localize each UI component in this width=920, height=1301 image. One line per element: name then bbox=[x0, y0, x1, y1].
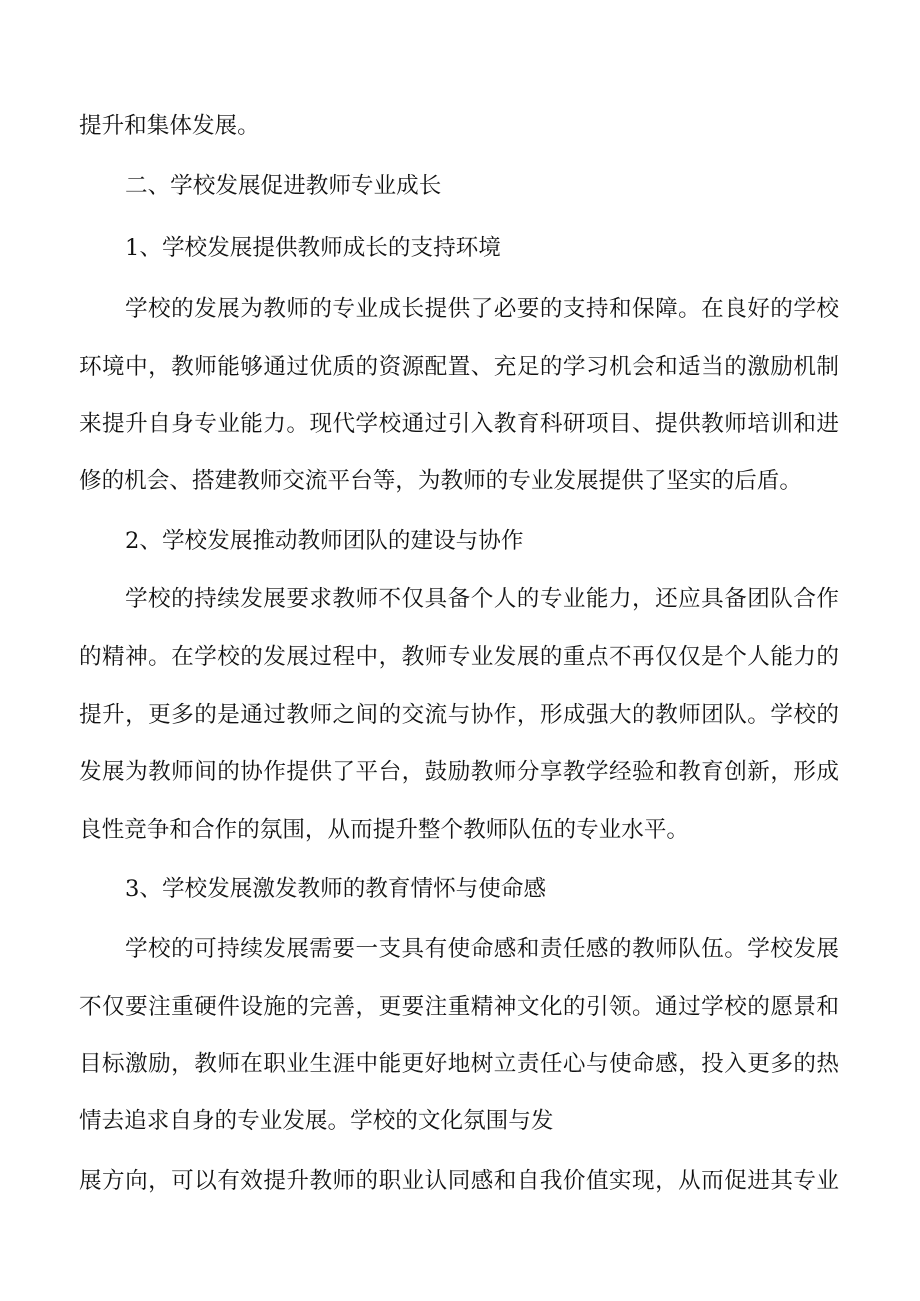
paragraph-line: 提升，更多的是通过教师之间的交流与协作，形成强大的教师团队。学校的 bbox=[79, 702, 839, 728]
paragraph-line: 目标激励，教师在职业生涯中能更好地树立责任心与使命感，投入更多的热 bbox=[79, 1051, 839, 1077]
subsection-heading: 1、学校发展提供教师成长的支持环境 bbox=[125, 235, 501, 261]
paragraph-line-continuation: 提升和集体发展。 bbox=[79, 113, 260, 139]
paragraph-line: 情去追求自身的专业发展。学校的文化氛围与发 bbox=[79, 1108, 554, 1134]
subsection-heading: 3、学校发展激发教师的教育情怀与使命感 bbox=[125, 876, 547, 902]
paragraph-line: 学校的发展为教师的专业成长提供了必要的支持和保障。在良好的学校 bbox=[125, 296, 839, 322]
section-heading: 二、学校发展促进教师专业成长 bbox=[125, 173, 442, 199]
paragraph-line: 学校的持续发展要求教师不仅具备个人的专业能力，还应具备团队合作 bbox=[125, 586, 839, 612]
paragraph-line: 发展为教师间的协作提供了平台，鼓励教师分享教学经验和教育创新，形成 bbox=[79, 759, 839, 785]
paragraph-line: 环境中，教师能够通过优质的资源配置、充足的学习机会和适当的激励机制 bbox=[79, 354, 839, 380]
paragraph-line: 展方向，可以有效提升教师的职业认同感和自我价值实现，从而促进其专业 bbox=[79, 1168, 839, 1194]
paragraph-line: 修的机会、搭建教师交流平台等，为教师的专业发展提供了坚实的后盾。 bbox=[79, 468, 802, 494]
paragraph-line: 来提升自身专业能力。现代学校通过引入教育科研项目、提供教师培训和进 bbox=[79, 411, 839, 437]
paragraph-line: 不仅要注重硬件设施的完善，更要注重精神文化的引领。通过学校的愿景和 bbox=[79, 994, 839, 1020]
paragraph-line: 学校的可持续发展需要一支具有使命感和责任感的教师队伍。学校发展 bbox=[125, 936, 839, 962]
paragraph-line: 的精神。在学校的发展过程中，教师专业发展的重点不再仅仅是个人能力的 bbox=[79, 644, 839, 670]
subsection-heading: 2、学校发展推动教师团队的建设与协作 bbox=[125, 528, 524, 554]
paragraph-line: 良性竞争和合作的氛围，从而提升整个教师队伍的专业水平。 bbox=[79, 817, 690, 843]
